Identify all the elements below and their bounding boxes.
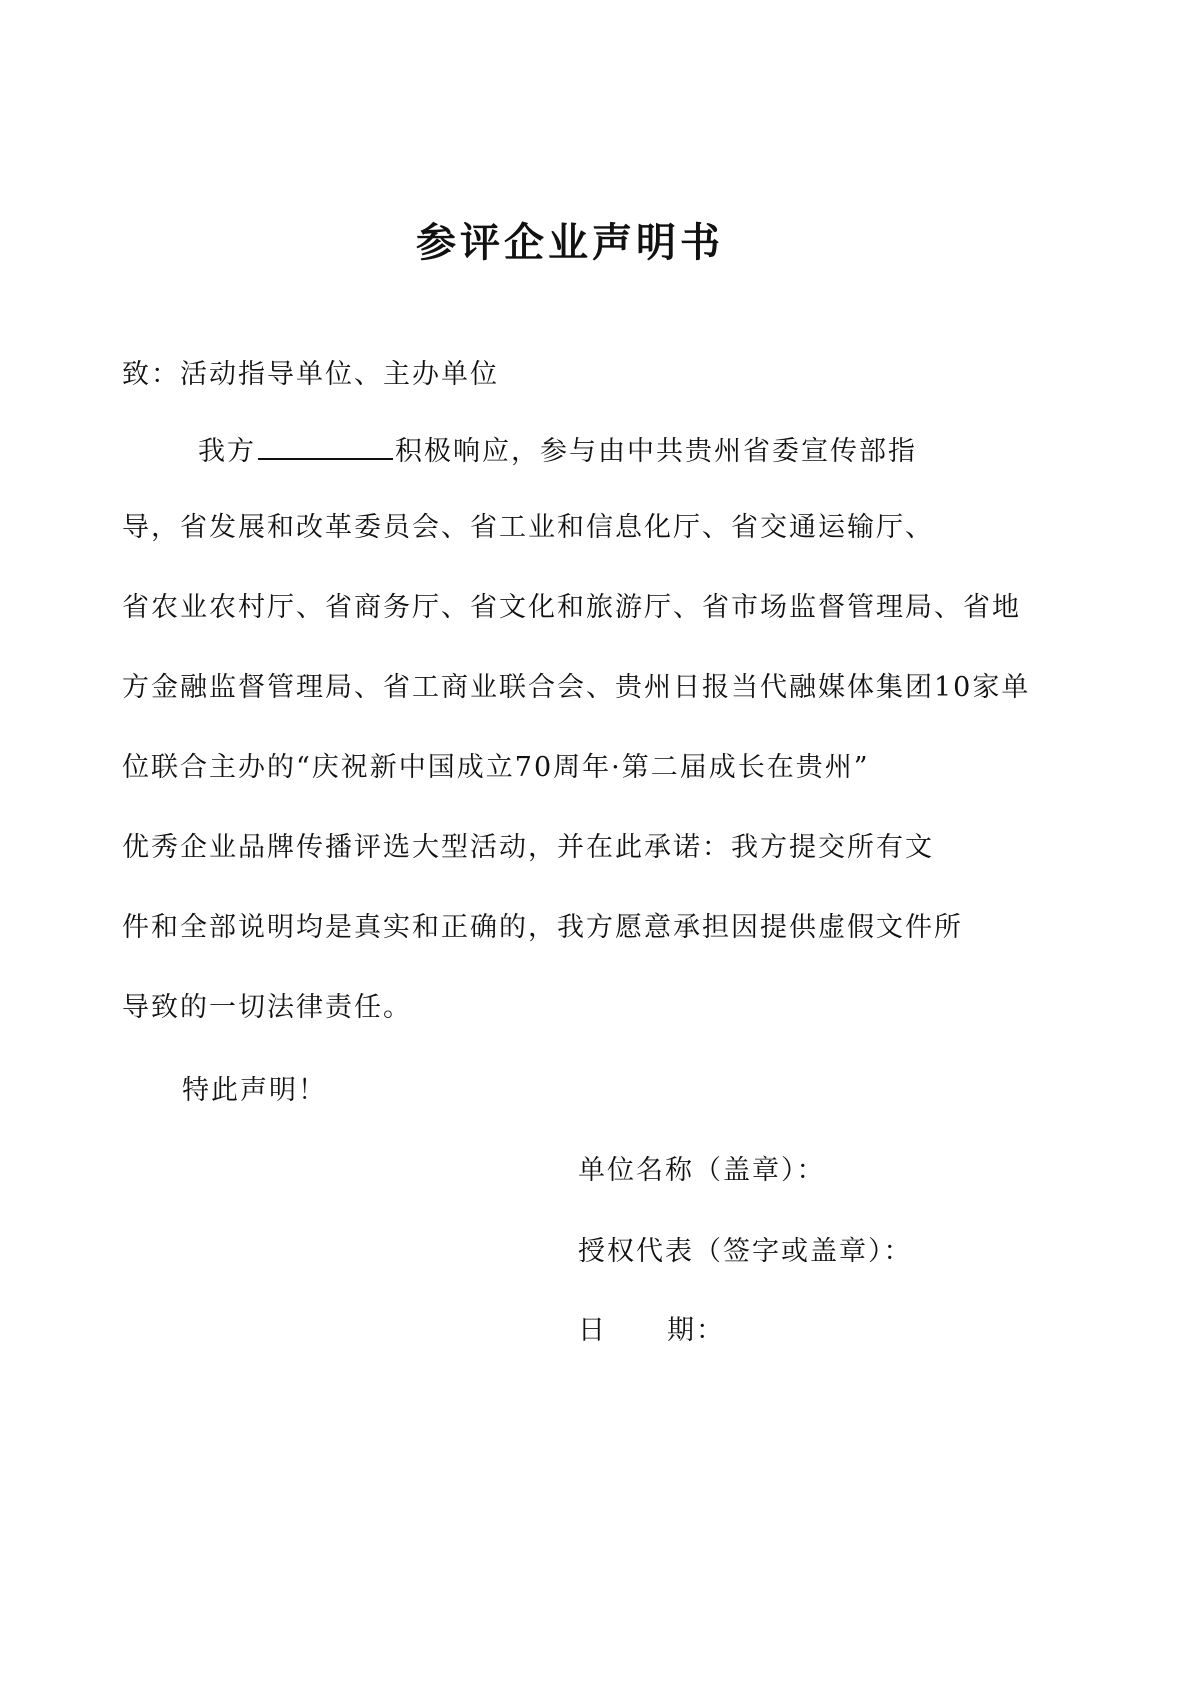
company-name-blank — [258, 428, 393, 460]
body-line-3: 省农业农村厅、省商务厅、省文化和旅游厅、省市场监督管理局、省地 — [122, 592, 1021, 623]
body-line-8: 导致的一切法律责任。 — [122, 992, 412, 1023]
date-label-part-2: 期： — [667, 1315, 725, 1346]
body-line-5: 位联合主办的“庆祝新中国成立70周年·第二届成长在贵州” — [122, 752, 870, 783]
body-line-1-end: 积极响应，参与由中共贵州省委宣传部指 — [395, 436, 917, 467]
unit-name-label: 单位名称（盖章）： — [578, 1155, 826, 1186]
closing-statement: 特此声明！ — [182, 1075, 327, 1106]
date-label — [578, 1311, 725, 1351]
body-line-1-start: 我方 — [198, 436, 256, 467]
body-line-6: 优秀企业品牌传播评选大型活动，并在此承诺：我方提交所有文 — [122, 832, 934, 863]
representative-label: 授权代表（签字或盖章）： — [578, 1236, 913, 1267]
body-line-2: 导，省发展和改革委员会、省工业和信息化厅、省交通运输厅、 — [122, 512, 934, 543]
greeting: 致：活动指导单位、主办单位 — [122, 359, 499, 390]
body-line-1 — [198, 428, 917, 472]
document-title: 参评企业声明书 — [416, 219, 724, 266]
body-line-7: 件和全部说明均是真实和正确的，我方愿意承担因提供虚假文件所 — [122, 912, 963, 943]
body-line-4: 方金融监督管理局、省工商业联合会、贵州日报当代融媒体集团10家单 — [122, 672, 1031, 703]
date-label-part-1: 日 — [578, 1315, 607, 1346]
